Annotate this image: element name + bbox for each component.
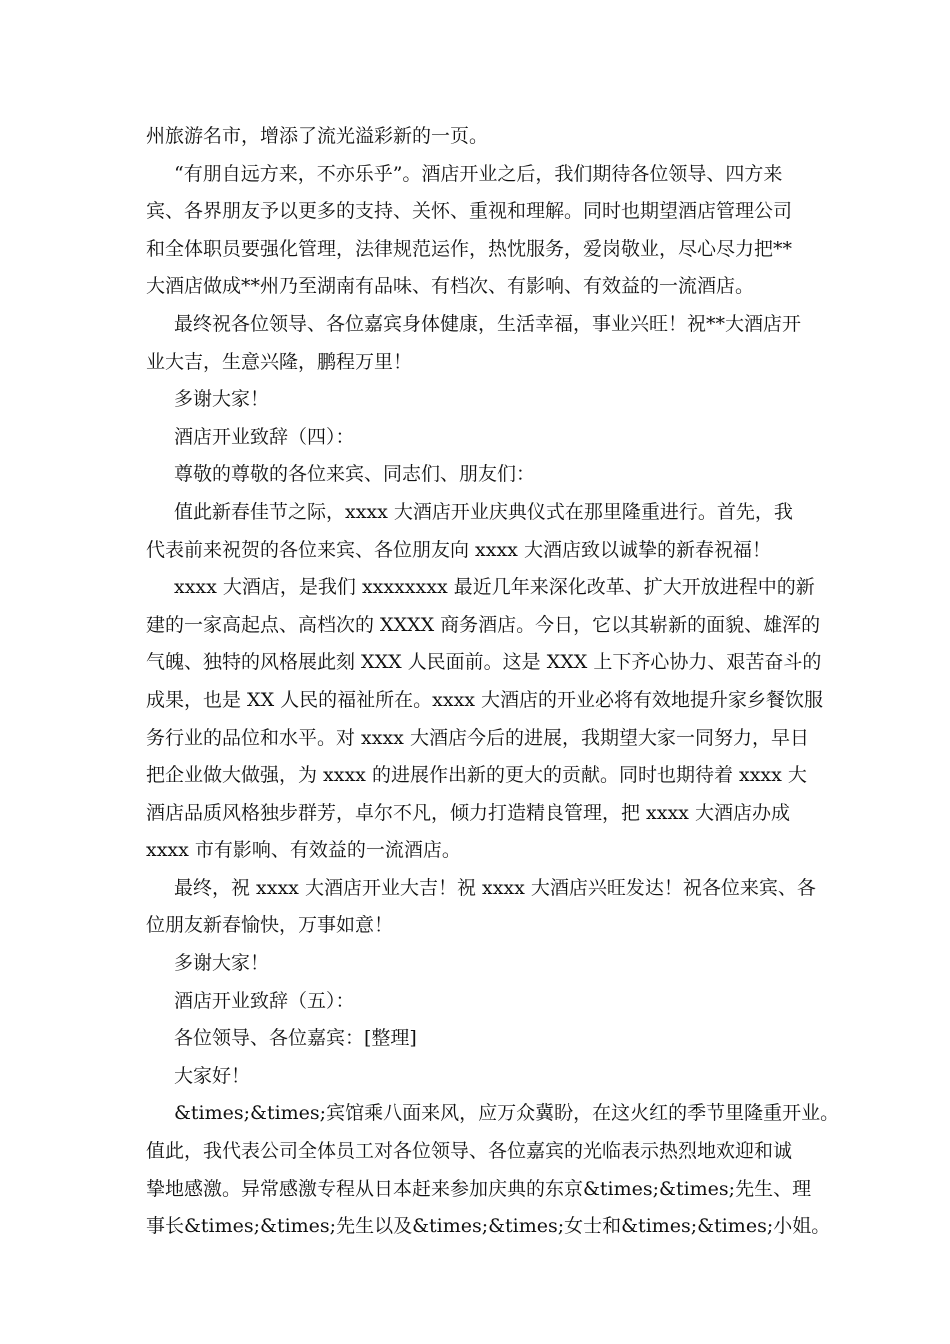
paragraph	[146, 1058, 826, 1096]
text-line: 气魄、独特的风格展此刻 XXX 人民面前。这是 XXX 上下齐心协力、艰苦奋斗的	[146, 651, 822, 674]
text-line: 代表前来祝贺的各位来宾、各位朋友向 xxxx 大酒店致以诚挚的新春祝福！	[146, 538, 771, 561]
text-line: 酒店品质风格独步群芳，卓尔不凡，倾力打造精良管理，把 xxxx 大酒店办成	[146, 801, 790, 824]
paragraph	[146, 945, 826, 983]
paragraph	[146, 983, 826, 1021]
text-line: 尊敬的尊敬的各位来宾、同志们、朋友们：	[174, 463, 536, 486]
text-line: 值此，我代表公司全体员工对各位领导、各位嘉宾的光临表示热烈地欢迎和诚	[146, 1140, 793, 1163]
paragraph	[146, 156, 826, 306]
text-line: “有朋自远方来，不亦乐乎”。酒店开业之后，我们期待各位领导、四方来	[174, 162, 783, 185]
text-line: 业大吉，生意兴隆，鹏程万里！	[146, 350, 413, 373]
text-line: 挚地感激。异常感激专程从日本赶来参加庆典的东京&times;&times;先生、理	[146, 1177, 812, 1200]
text-line: &times;&times;宾馆乘八面来风，应万众冀盼，在这火红的季节里隆重开业。	[174, 1102, 840, 1125]
text-line: xxxx 大酒店，是我们 xxxxxxxx 最近几年来深化改革、扩大开放进程中的新	[174, 576, 815, 599]
text-line: 最终，祝 xxxx 大酒店开业大吉！祝 xxxx 大酒店兴旺发达！祝各位来宾、各	[174, 876, 816, 899]
text-line: 多谢大家！	[174, 388, 270, 411]
paragraph	[146, 1020, 826, 1058]
text-line: 建的一家高起点、高档次的 XXXX 商务酒店。今日，它以其崭新的面貌、雄浑的	[146, 613, 821, 636]
text-line: 成果，也是 XX 人民的福祉所在。xxxx 大酒店的开业必将有效地提升家乡餐饮服	[146, 688, 824, 711]
paragraph	[146, 456, 826, 494]
text-line: 酒店开业致辞（五）：	[174, 989, 355, 1012]
paragraph	[146, 419, 826, 457]
text-line: 值此新春佳节之际，xxxx 大酒店开业庆典仪式在那里隆重进行。首先，我	[174, 500, 793, 523]
text-line: 大家好！	[174, 1064, 251, 1087]
paragraph	[146, 569, 826, 870]
text-line: 把企业做大做强，为 xxxx 的进展作出新的更大的贡献。同时也期待着 xxxx 大	[146, 764, 807, 787]
text-line: 务行业的品位和水平。对 xxxx 大酒店今后的进展，我期望大家一同努力，早日	[146, 726, 809, 749]
text-line: 多谢大家！	[174, 952, 270, 975]
paragraph	[146, 306, 826, 381]
text-line: 大酒店做成**州乃至湖南有品味、有档次、有影响、有效益的一流酒店。	[146, 275, 755, 298]
text-line: 宾、各界朋友予以更多的支持、关怀、重视和理解。同时也期望酒店管理公司	[146, 200, 793, 223]
text-line: 位朋友新春愉快，万事如意！	[146, 914, 394, 937]
paragraph	[146, 870, 826, 945]
text-line: 酒店开业致辞（四）：	[174, 425, 355, 448]
document-body	[146, 118, 840, 1246]
text-line: 最终祝各位领导、各位嘉宾身体健康，生活幸福，事业兴旺！祝**大酒店开	[174, 312, 802, 335]
text-line: 和全体职员要强化管理，法律规范运作，热忱服务，爱岗敬业，尽心尽力把**	[146, 237, 793, 260]
text-line: 事长&times;&times;先生以及&times;&times;女士和&times;&times;小姐。	[146, 1215, 831, 1238]
paragraph	[146, 1095, 840, 1245]
paragraph	[146, 494, 826, 569]
paragraph	[146, 118, 826, 156]
text-line: 州旅游名市，增添了流光溢彩新的一页。	[146, 125, 489, 147]
text-line: xxxx 市有影响、有效益的一流酒店。	[146, 839, 461, 862]
paragraph	[146, 381, 826, 419]
text-line: 各位领导、各位嘉宾：[整理]	[174, 1027, 417, 1050]
